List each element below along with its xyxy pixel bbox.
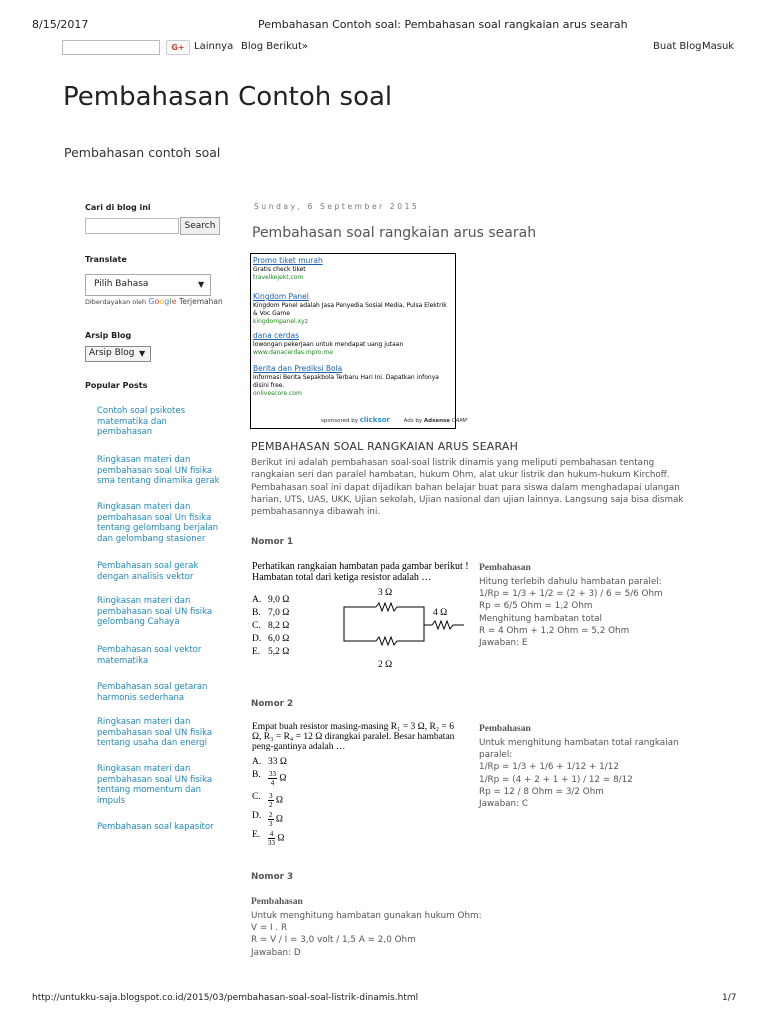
resistor-label-top: 3 Ω	[378, 588, 393, 598]
popular-post-link[interactable]: Contoh soal psikotes matematika dan pembahasan	[97, 406, 186, 437]
post-title[interactable]: Pembahasan soal rangkaian arus searah	[252, 225, 537, 241]
dropdown-arrow-icon: ▼	[139, 349, 146, 358]
more-link[interactable]: Lainnya	[194, 41, 234, 52]
print-page-number: 1/7	[722, 993, 737, 1003]
ad-item[interactable]	[253, 292, 451, 325]
ad-url[interactable]: travelkejekt.com	[253, 274, 304, 281]
ad-box	[250, 253, 468, 429]
option-d: D. 6,0 Ω	[252, 634, 290, 644]
navbar-search-input[interactable]	[62, 40, 160, 55]
solution-2-heading: Pembahasan	[479, 724, 531, 734]
popular-posts-heading: Popular Posts	[85, 381, 148, 390]
solution-3-heading: Pembahasan	[251, 897, 303, 907]
question-2-image	[252, 722, 468, 850]
translate-powered-by	[85, 297, 223, 306]
resistor-label-bottom: 2 Ω	[378, 660, 393, 670]
search-heading: Cari di blog ini	[85, 203, 151, 212]
print-title: Pembahasan Contoh soal: Pembahasan soal rangkaian arus searah	[258, 18, 628, 31]
resistor-label-right: 4 Ω	[433, 608, 448, 618]
solution-2-body: Untuk menghitung hambatan total rangkaian paralel: 1/Rp = 1/3 + 1/6 + 1/12 + 1/12 1/Rp = (4 + 2 + 1 + 1) / 12 = 8/12 Rp = 12 / 8 Ohm = 3/2 Ohm Jawaban: C	[479, 738, 679, 810]
google-plus-button[interactable]: G+	[166, 40, 190, 55]
blog-search-input[interactable]	[85, 218, 179, 234]
question-1-label: Nomor 1	[251, 537, 294, 547]
next-blog-link[interactable]: Blog Berikut»	[241, 41, 309, 52]
clicksor-logo[interactable]: clicksor	[359, 416, 390, 424]
solution-3-body: Untuk menghitung hambatan gunakan hukum Ohm: V = I . R R = V / I = 3,0 volt / 1,5 A = 2,0 Ohm Jawaban: D	[251, 911, 482, 958]
ad-url[interactable]: kingdompanel.xyz	[253, 318, 308, 325]
question-text: Ω, R₃ = R₄ = 12 Ω dirangkai paralel. Besar hambatan	[252, 732, 455, 742]
login-link[interactable]: Masuk	[702, 41, 735, 52]
ad-url[interactable]: onlivescore.com	[253, 390, 302, 397]
question-text: Empat buah resistor masing-masing R₁ = 3 Ω, R₂ = 6	[252, 722, 454, 732]
create-blog-link[interactable]: Buat Blog	[653, 41, 702, 52]
ad-description: Kingdom Panel adalah Jasa Penyedia Sosial Media, Pulsa Elektrik & Voc Game	[253, 302, 447, 317]
question-3-label: Nomor 3	[251, 872, 294, 882]
archive-heading: Arsip Blog	[85, 331, 132, 340]
option-e: E. $\frac{4}{33}$ Ω	[252, 830, 285, 847]
solution-1-heading: Pembahasan	[479, 563, 531, 573]
option-b: B. $\frac{33}{4}$ Ω	[252, 770, 287, 787]
question-text: Hambatan total dari ketiga resistor adalah …	[252, 572, 432, 583]
popular-post-link[interactable]: Ringkasan materi dan pembahasan soal UN fisika tentang momentum dan impuls	[97, 764, 213, 806]
archive-select-value: Arsip Blog	[89, 348, 135, 358]
ad-title[interactable]: Berita dan Prediksi Bola	[253, 364, 343, 373]
option-e: E. 5,2 Ω	[252, 647, 290, 657]
ad-item[interactable]	[253, 256, 451, 281]
option-b: B. 7,0 Ω	[252, 608, 290, 618]
camp-text: CAMP	[451, 418, 468, 424]
translate-link[interactable]: Terjemahan	[179, 297, 223, 306]
ad-title[interactable]: Kingdom Panel	[253, 292, 309, 301]
option-c: C. 8,2 Ω	[252, 621, 290, 631]
ad-footer	[321, 416, 467, 424]
blog-description: Pembahasan contoh soal	[64, 145, 221, 160]
translate-heading: Translate	[85, 255, 127, 264]
question-1-image	[252, 561, 468, 673]
ad-title[interactable]: dana cerdas	[253, 331, 300, 340]
popular-post-link[interactable]: Pembahasan soal kapasitor	[97, 822, 214, 832]
popular-post-link[interactable]: Pembahasan soal getaran harmonis sederhana	[97, 682, 208, 703]
ad-description: Informasi Berita Sepakbola Terbaru Hari Ini. Dapatkan infonya disini free.	[253, 374, 439, 389]
print-footer-url: http://untukku-saja.blogspot.co.id/2015/03/pembahasan-soal-soal-listrik-dinamis.html	[32, 993, 419, 1003]
intro-paragraph: Berikut ini adalah pembahasan soal-soal listrik dinamis yang meliputi pembahasan tentang rangkaian seri dan paralel hambatan, hukum Ohm, alat ukur listrik dan hukum-hukum Kirchoff. Pembahasan soal ini dapat dijadikan bahan belajar buat para siswa dalam menghadapai ulangan harian, UTS, UAS, UKK, Ujian sekolah, Ujian nasional dan ujian lainnya. Langsung saja bisa dismak pembahasannya dibawah ini.	[251, 458, 684, 518]
popular-post-link[interactable]: Pembahasan soal vektor matematika	[97, 645, 202, 666]
adsense-text: Adsense	[423, 418, 451, 424]
ad-description: lowongan pekerjaan untuk mendapat uang jutaan	[253, 341, 404, 348]
print-date: 8/15/2017	[32, 18, 89, 31]
popular-post-link[interactable]: Ringkasan materi dan pembahasan soal UN fisika gelombang Cahaya	[97, 596, 213, 627]
solution-1-body: Hitung terlebih dahulu hambatan paralel: 1/Rp = 1/3 + 1/2 = (2 + 3) / 6 = 5/6 Ohm Rp = 6/5 Ohm = 1,2 Ohm Menghitung hambatan total R = 4 Ohm + 1,2 Ohm = 5,2 Ohm Jawaban: E	[479, 577, 663, 649]
option-d: D. $\frac{2}{3}$ Ω	[252, 811, 283, 828]
ads-by-text: Ads by	[403, 418, 423, 424]
blog-title[interactable]: Pembahasan Contoh soal	[63, 82, 393, 112]
popular-post-link[interactable]: Ringkasan materi dan pembahasan soal UN fisika tentang usaha dan energi	[97, 717, 213, 748]
popular-post-link[interactable]: Pembahasan soal gerak dengan analisis vektor	[97, 561, 199, 582]
language-select-value: Pilih Bahasa	[94, 279, 149, 289]
ad-item[interactable]	[253, 364, 451, 397]
option-a: A. 9,0 Ω	[252, 595, 290, 605]
popular-post-link[interactable]: Ringkasan materi dan pembahasan soal Un fisika tentang gelombang berjalan dan gelombang stasioner	[97, 502, 219, 544]
archive-select[interactable]	[85, 346, 151, 362]
option-a: A. 33 Ω	[252, 757, 287, 767]
powered-prefix: Diberdayakan oleh	[85, 298, 147, 306]
resistor-circuit-diagram	[340, 585, 468, 673]
dropdown-arrow-icon: ▼	[198, 280, 205, 289]
blogger-navbar	[0, 36, 768, 60]
section-heading: PEMBAHASAN SOAL RANGKAIAN ARUS SEARAH	[251, 440, 519, 453]
question-text: peng-gantinya adalah …	[252, 742, 346, 752]
ad-url[interactable]: www.danacerdas.mpro.me	[253, 349, 333, 356]
question-2-label: Nomor 2	[251, 699, 294, 709]
ad-sponsored-text: sponsored by	[321, 418, 358, 424]
ad-description: Gratis check tiket	[253, 266, 306, 273]
search-button[interactable]: Search	[180, 217, 220, 235]
post-date: Sunday, 6 September 2015	[254, 202, 420, 211]
popular-post-link[interactable]: Ringkasan materi dan pembahasan soal UN fisika sma tentang dinamika gerak	[97, 455, 220, 486]
option-c: C. $\frac{3}{2}$ Ω	[252, 792, 283, 809]
ad-item[interactable]	[253, 331, 451, 356]
language-select[interactable]	[85, 274, 211, 296]
google-logo[interactable]: Google	[148, 297, 177, 306]
ad-title[interactable]: Promo tiket murah	[253, 256, 323, 265]
question-text: Perhatikan rangkaian hambatan pada gambar berikut !	[252, 561, 469, 572]
